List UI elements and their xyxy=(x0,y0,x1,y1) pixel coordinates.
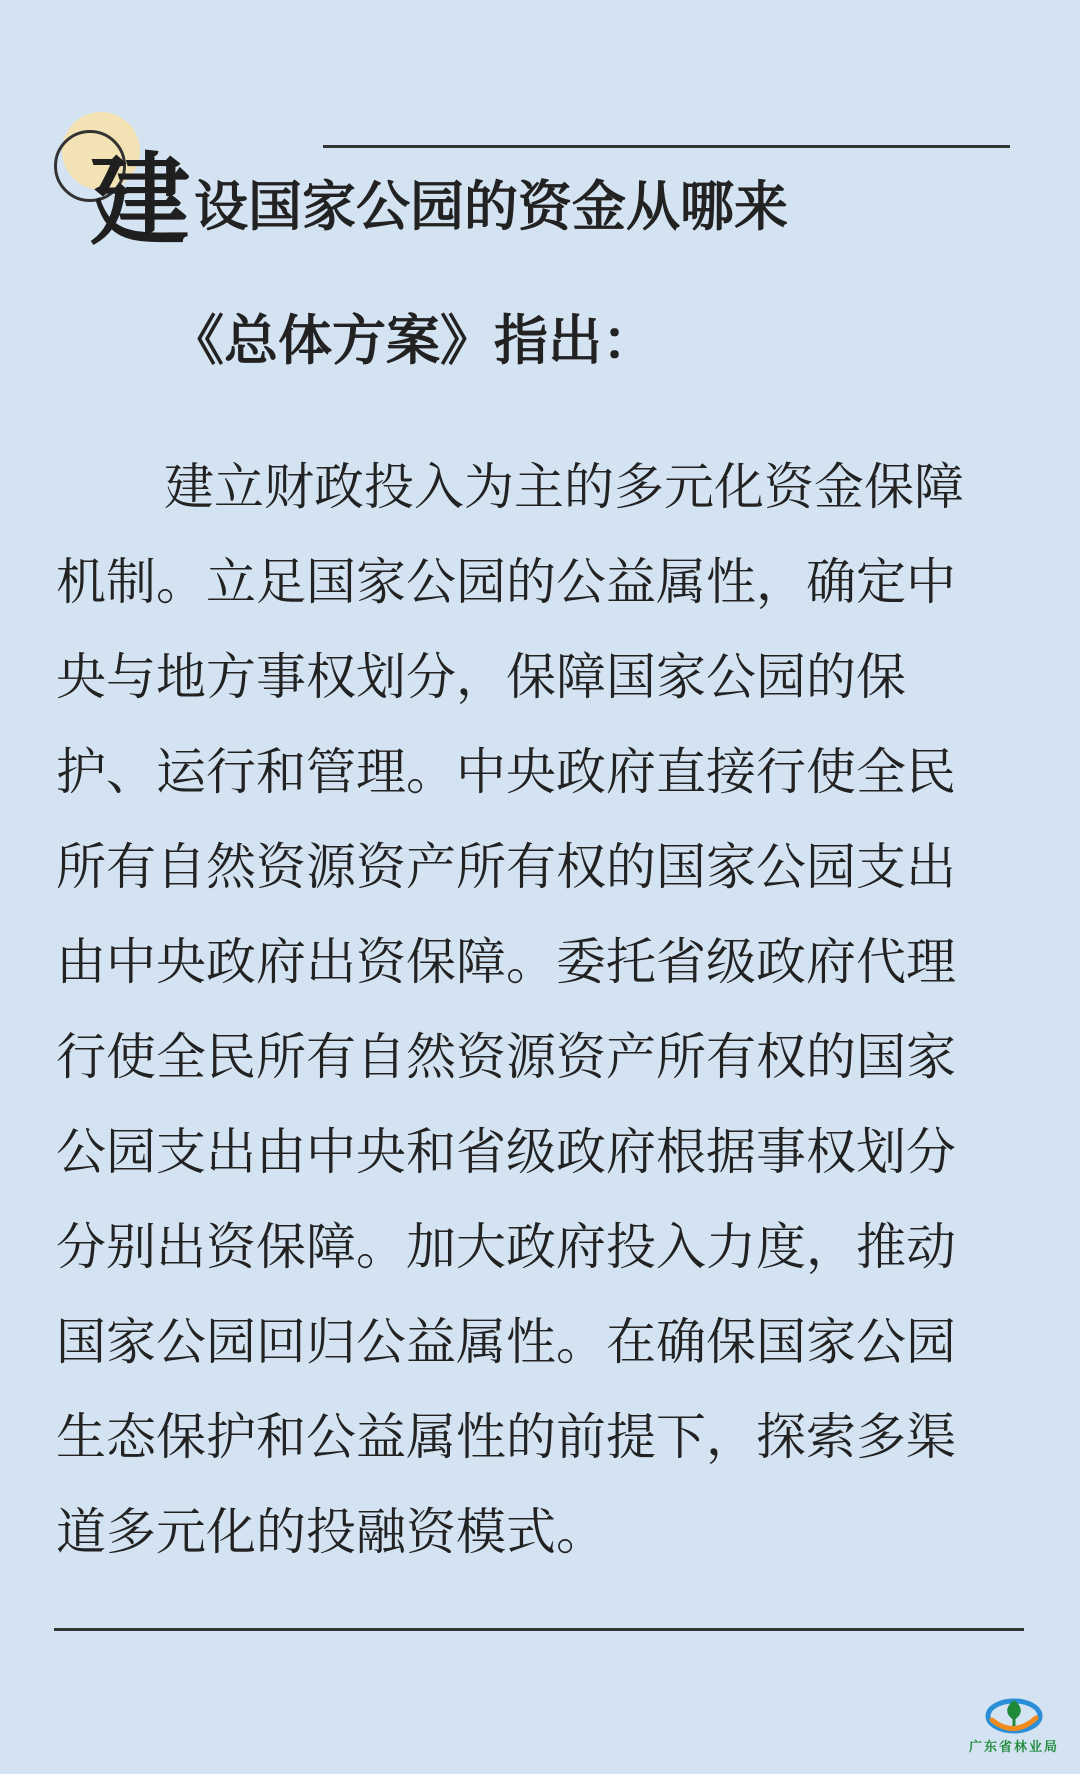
body-line: 道多元化的投融资模式。 xyxy=(56,1503,606,1561)
body-line: 护、运行和管理。中央政府直接行使全民 xyxy=(56,743,956,801)
body-line: 生态保护和公益属性的前提下，探索多渠 xyxy=(56,1408,956,1466)
body-line: 行使全民所有自然资源资产所有权的国家 xyxy=(56,1028,956,1086)
bottom-divider xyxy=(54,1628,1024,1631)
body-paragraph xyxy=(56,440,1026,1580)
section-heading xyxy=(90,140,788,259)
logo-text: 广东省林业局 xyxy=(968,1740,1059,1755)
subheading: 《总体方案》指出： xyxy=(170,309,656,372)
heading-title-text: 设国家公园的资金从哪来 xyxy=(194,175,788,238)
body-line: 公园支出由中央和省级政府根据事权划分 xyxy=(56,1123,956,1181)
forestry-bureau-logo xyxy=(964,1690,1064,1766)
body-line: 央与地方事权划分，保障国家公园的保 xyxy=(56,648,906,706)
body-line: 由中央政府出资保障。委托省级政府代理 xyxy=(56,933,956,991)
body-line: 所有自然资源资产所有权的国家公园支出 xyxy=(56,838,956,896)
body-line: 分别出资保障。加大政府投入力度，推动 xyxy=(56,1218,956,1276)
forestry-logo-icon xyxy=(984,1690,1044,1738)
body-line: 国家公园回归公益属性。在确保国家公园 xyxy=(56,1313,956,1371)
heading-initial-character: 建 xyxy=(90,141,190,259)
body-line: 建立财政投入为主的多元化资金保障 xyxy=(164,458,964,516)
body-line: 机制。立足国家公园的公益属性，确定中 xyxy=(56,553,956,611)
